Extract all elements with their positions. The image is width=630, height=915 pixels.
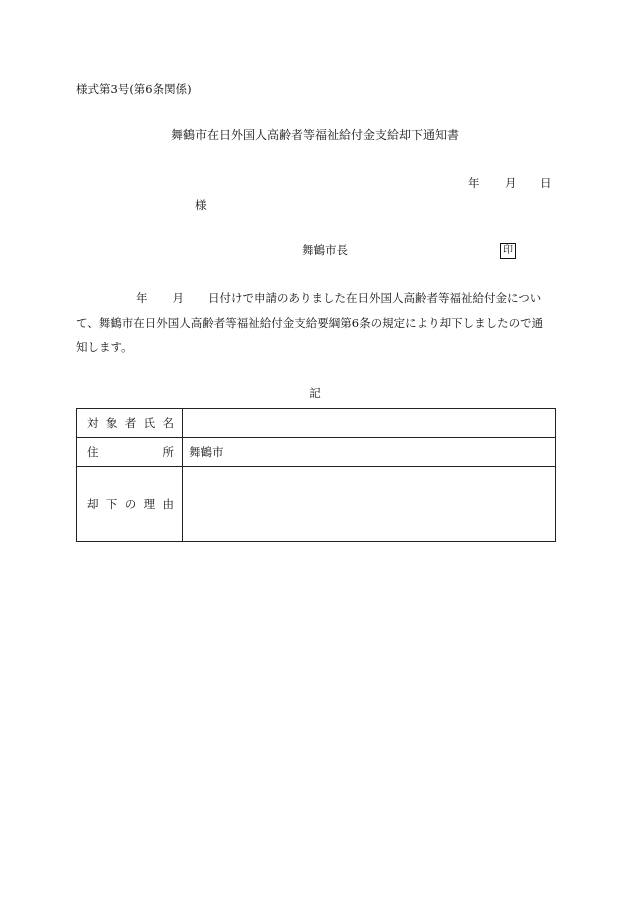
address-label bbox=[77, 438, 183, 467]
label-char: 由 bbox=[162, 497, 174, 511]
ki-marker: 記 bbox=[309, 386, 321, 400]
body-line-2: て、舞鶴市在日外国人高齢者等福祉給付金支給要綱第6条の規定により却下しましたので通 bbox=[76, 316, 544, 330]
seal-mark: 印 bbox=[500, 243, 516, 259]
issuer-name: 舞鶴市長 bbox=[302, 243, 348, 257]
form-number: 様式第3号(第6条関係) bbox=[76, 82, 192, 96]
body-month-label: 月 bbox=[172, 291, 184, 305]
label-char: 名 bbox=[162, 416, 174, 430]
label-char: の bbox=[124, 497, 137, 511]
rejection-reason-field[interactable] bbox=[183, 467, 556, 542]
body-line-1-text: 日付けで申請のありました在日外国人高齢者等福祉給付金につい bbox=[208, 291, 542, 305]
date-month-label: 月 bbox=[505, 176, 517, 190]
label-char: 者 bbox=[124, 416, 137, 430]
label-char: 理 bbox=[143, 497, 156, 511]
label-char: 象 bbox=[105, 416, 118, 430]
table-row bbox=[77, 467, 556, 542]
label-char: 対 bbox=[87, 416, 99, 430]
table-row bbox=[77, 438, 556, 467]
address-field[interactable]: 舞鶴市 bbox=[183, 438, 556, 467]
label-char: 所 bbox=[162, 445, 174, 459]
record-table bbox=[76, 408, 556, 542]
rejection-reason-label bbox=[77, 467, 183, 542]
body-year-label: 年 bbox=[136, 291, 148, 305]
recipient-honorific: 様 bbox=[195, 198, 207, 212]
label-char: 氏 bbox=[143, 416, 156, 430]
body-line-3: 知します。 bbox=[76, 340, 133, 354]
subject-name-label bbox=[77, 409, 183, 438]
label-char: 下 bbox=[105, 497, 118, 511]
document-title: 舞鶴市在日外国人高齢者等福祉給付金支給却下通知書 bbox=[170, 128, 459, 142]
body-line-1 bbox=[76, 293, 541, 305]
date-year-label: 年 bbox=[468, 176, 480, 190]
date-day-label: 日 bbox=[540, 176, 552, 190]
label-char: 住 bbox=[87, 445, 99, 459]
subject-name-field[interactable] bbox=[183, 409, 556, 438]
table-row bbox=[77, 409, 556, 438]
label-char: 却 bbox=[87, 497, 99, 511]
